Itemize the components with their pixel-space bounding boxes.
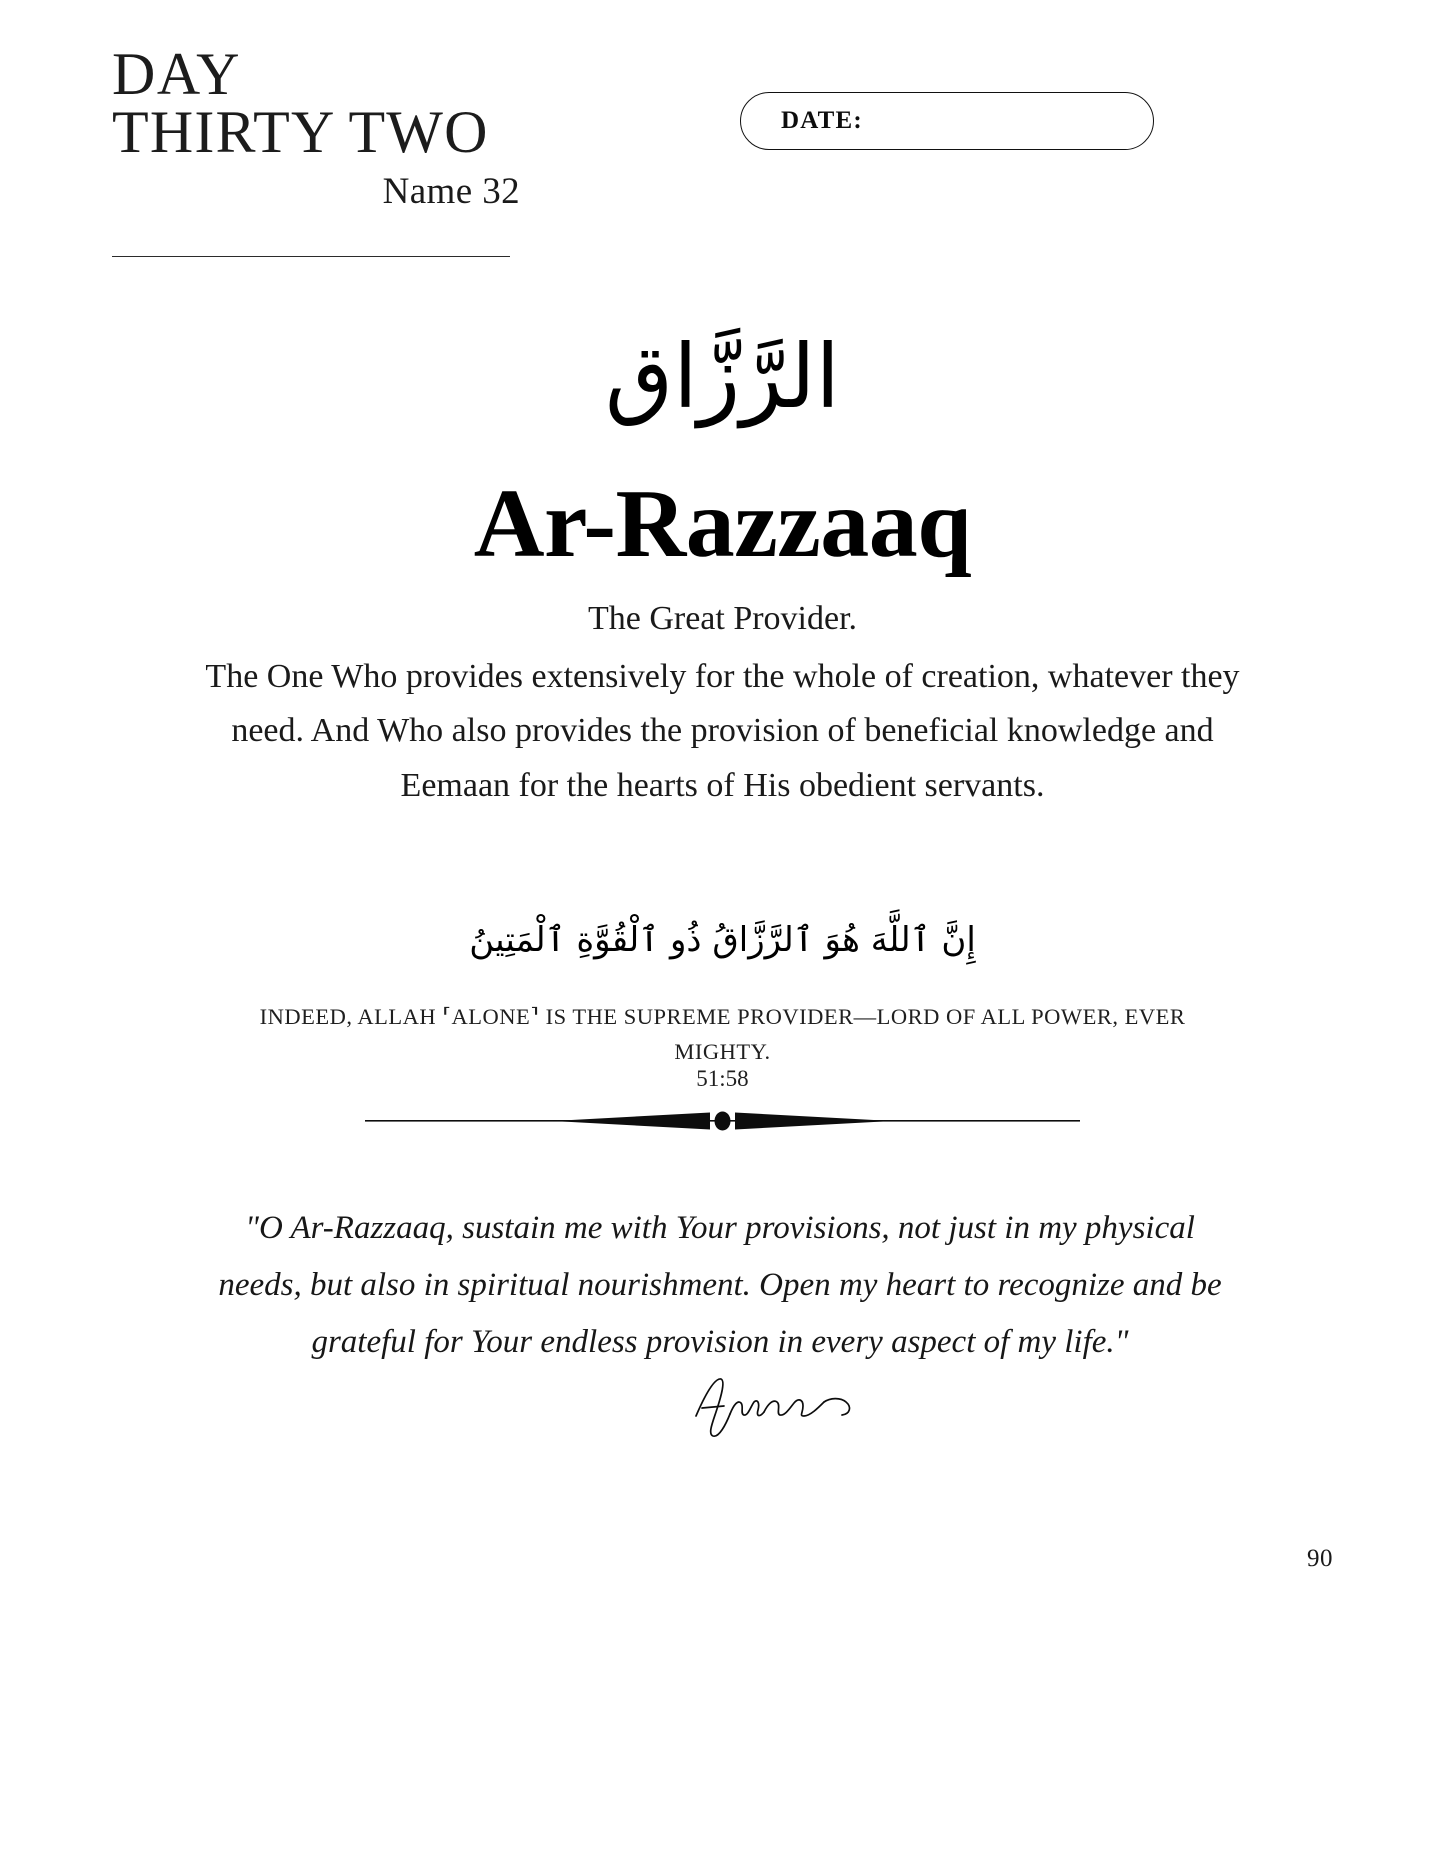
page-header <box>112 41 532 213</box>
quran-verse-reference: 51:58 <box>696 1066 749 1091</box>
ornamental-divider <box>365 1108 1080 1134</box>
header-divider-rule <box>112 256 510 257</box>
dua-quote: "O Ar-Razzaaq, sustain me with Your provisions, not just in my physical needs, but also in spiritual nourishment. Open my heart to recognize and be grateful for Your endless provision in every aspect of my life." <box>218 1210 1222 1360</box>
divine-name-arabic: الرَّزَّاق <box>604 325 841 428</box>
name-index-label: Name 32 <box>382 170 520 212</box>
quran-verse-translation: INDEED, ALLAH ⸢ALONE⸣ IS THE SUPREME PROVIDER—LORD OF ALL POWER, EVER MIGHTY. <box>259 1004 1186 1064</box>
meaning-summary: The Great Provider. <box>587 600 858 637</box>
page-number: 90 <box>1307 1545 1333 1572</box>
aameen-signature <box>690 1372 870 1442</box>
divine-name-transliteration: Ar-Razzaaq <box>473 470 972 578</box>
day-label-line2: THIRTY TWO <box>112 99 489 166</box>
date-input-field[interactable] <box>740 92 1154 150</box>
date-field-label: DATE: <box>781 107 863 134</box>
quran-verse-arabic: إِنَّ ٱللَّهَ هُوَ ٱلرَّزَّاقُ ذُو ٱلْقُوَّةِ ٱلْمَتِينُ <box>469 920 976 960</box>
divider-icon <box>365 1108 1080 1134</box>
meaning-description: The One Who provides extensively for the whole of creation, whatever they need. And Who also provides the provision of beneficial knowledge and Eemaan for the hearts of His obedient servants. <box>205 658 1240 804</box>
signature-icon <box>690 1372 870 1442</box>
day-label-line1: DAY <box>112 41 241 107</box>
